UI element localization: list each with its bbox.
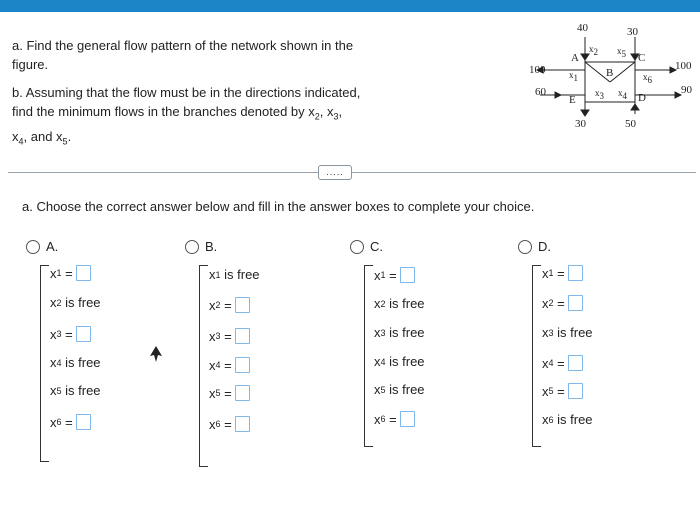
option-b-row-x2 — [209, 297, 250, 313]
variable-subscript: 4 — [548, 358, 554, 368]
option-a-row-x2 — [50, 295, 101, 310]
question-b-sub3: 3 — [333, 111, 339, 122]
option-a-letter: A. — [46, 239, 59, 254]
variable-subscript: 3 — [215, 331, 221, 341]
row-text: = — [61, 326, 73, 342]
row-text: = — [385, 267, 397, 283]
answer-input-box[interactable] — [235, 328, 250, 344]
question-b-end: . — [67, 128, 72, 144]
option-a-radio[interactable] — [26, 240, 40, 254]
flow-bottom-right: 50 — [625, 118, 636, 130]
edge-b-c — [610, 62, 635, 82]
option-c-row-x3 — [374, 325, 425, 340]
option-b-radio[interactable] — [185, 240, 199, 254]
option-c-radio[interactable] — [350, 240, 364, 254]
question-b-sep2: , — [338, 104, 343, 119]
variable-label: x — [209, 416, 216, 432]
variable-label: x — [209, 267, 216, 282]
arrow-bottom-right — [631, 104, 639, 110]
branch-x4: $x_4$ — [618, 88, 627, 101]
variable-label: x — [50, 326, 57, 342]
row-text: is free — [61, 295, 101, 310]
row-text: = — [220, 357, 232, 373]
variable-subscript: 6 — [380, 414, 386, 424]
option-a-row-x6 — [50, 414, 91, 430]
row-text: = — [553, 383, 565, 399]
variable-label: x — [50, 265, 57, 281]
expand-more-button[interactable]: ..... — [318, 165, 352, 180]
row-text: is free — [385, 296, 425, 311]
flow-top-left: 40 — [577, 22, 588, 34]
row-text: = — [220, 328, 232, 344]
flow-left-bottom: 60 — [535, 86, 546, 98]
row-text: = — [220, 416, 232, 432]
option-b-letter: B. — [205, 239, 218, 254]
variable-label: x — [542, 325, 549, 340]
variable-subscript: 3 — [380, 327, 386, 338]
row-text: is free — [385, 354, 425, 369]
option-d-row-x1 — [542, 265, 583, 281]
row-text: = — [385, 411, 397, 427]
option-b-bracket — [199, 265, 208, 467]
option-c-row-x1 — [374, 267, 415, 283]
question-a-text: a. Find the general flow pattern of the network shown in the figure. — [12, 38, 354, 72]
option-b-row-x3 — [209, 328, 250, 344]
variable-subscript: 4 — [215, 360, 221, 370]
option-a-row-x5 — [50, 383, 101, 398]
node-a: A — [571, 52, 579, 64]
mouse-cursor-icon — [150, 346, 162, 362]
branch-x1: $x_1$ — [569, 70, 578, 83]
row-text: is free — [553, 325, 593, 340]
section-divider — [8, 172, 696, 173]
option-d-row-x4 — [542, 355, 583, 371]
variable-label: x — [209, 328, 216, 344]
branch-x5: $x_5$ — [617, 46, 626, 59]
row-text: is free — [553, 412, 593, 427]
variable-subscript: 3 — [56, 329, 62, 339]
variable-label: x — [50, 295, 57, 310]
answer-input-box[interactable] — [235, 357, 250, 373]
variable-subscript: 2 — [56, 297, 62, 308]
answer-input-box[interactable] — [400, 411, 415, 427]
row-text: is free — [385, 325, 425, 340]
answer-input-box[interactable] — [568, 265, 583, 281]
branch-x2: $x_2$ — [589, 44, 598, 57]
option-a-bracket — [40, 265, 49, 462]
option-b-row-x5 — [209, 385, 250, 401]
question-b-sub2: 2 — [314, 111, 320, 122]
answer-input-box[interactable] — [235, 385, 250, 401]
answer-input-box[interactable] — [76, 265, 91, 281]
option-a-row-x3 — [50, 326, 91, 342]
option-a-row-x1 — [50, 265, 91, 281]
variable-subscript: 3 — [548, 327, 554, 338]
variable-label: x — [374, 411, 381, 427]
question-part-a — [12, 36, 362, 74]
option-d-radio[interactable] — [518, 240, 532, 254]
row-text: = — [553, 355, 565, 371]
branch-x3: $x_3$ — [595, 88, 604, 101]
variable-label: x — [374, 325, 381, 340]
question-b-sub4: 4 — [18, 136, 24, 147]
flow-bottom-left: 30 — [575, 118, 586, 130]
row-text: = — [553, 265, 565, 281]
variable-label: x — [374, 296, 381, 311]
row-text: is free — [220, 267, 260, 282]
option-d-row-x3 — [542, 325, 593, 340]
row-text: = — [553, 295, 565, 311]
node-d: D — [638, 92, 646, 104]
variable-label: x — [50, 414, 57, 430]
question-b-text: b. Assuming that the flow must be in the directions indicated, find the minimum flows in the branches denoted by x — [12, 85, 361, 119]
node-b: B — [606, 67, 614, 79]
variable-label: x — [209, 385, 216, 401]
answer-input-box[interactable] — [568, 355, 583, 371]
variable-subscript: 5 — [380, 384, 386, 395]
variable-label: x — [374, 354, 381, 369]
node-c: C — [638, 52, 646, 64]
variable-subscript: 1 — [56, 268, 62, 278]
variable-label: x — [209, 357, 216, 373]
variable-label: x — [374, 382, 381, 397]
option-c-row-x4 — [374, 354, 425, 369]
variable-label: x — [50, 383, 57, 398]
instruction-text: a. Choose the correct answer below and fill in the answer boxes to complete your choice. — [22, 199, 535, 214]
network-figure — [525, 22, 695, 132]
option-c-row-x5 — [374, 382, 425, 397]
variable-subscript: 4 — [56, 357, 62, 368]
row-text: = — [61, 265, 73, 281]
row-text: is free — [61, 383, 101, 398]
row-text: is free — [385, 382, 425, 397]
top-accent-bar — [0, 0, 700, 12]
option-b-row-x4 — [209, 357, 250, 373]
option-b-row-x1 — [209, 267, 260, 282]
arrow-left-bottom — [555, 92, 561, 98]
variable-subscript: 1 — [215, 269, 221, 280]
option-d-row-x5 — [542, 383, 583, 399]
variable-subscript: 6 — [215, 419, 221, 429]
answer-input-box[interactable] — [235, 416, 250, 432]
question-b-sep3: , and x — [23, 128, 63, 144]
answer-input-box[interactable] — [76, 326, 91, 342]
option-a-row-x4 — [50, 355, 101, 370]
arrow-top-left — [581, 54, 589, 60]
variable-label: x — [50, 355, 57, 370]
option-d-row-x2 — [542, 295, 583, 311]
variable-label: x — [209, 297, 216, 313]
variable-subscript: 4 — [380, 356, 386, 367]
node-e: E — [569, 94, 576, 106]
option-c-bracket — [364, 265, 373, 447]
flow-top-right: 30 — [627, 26, 638, 38]
answer-input-box[interactable] — [568, 295, 583, 311]
question-b-sep1: , x — [319, 104, 334, 119]
arrow-bottom-left — [581, 110, 589, 116]
question-part-b — [12, 83, 362, 151]
variable-label: x — [542, 412, 549, 427]
variable-subscript: 5 — [548, 386, 554, 396]
row-text: = — [220, 297, 232, 313]
option-c-letter: C. — [370, 239, 383, 254]
option-b-row-x6 — [209, 416, 250, 432]
option-d-letter: D. — [538, 239, 551, 254]
variable-label: x — [374, 267, 381, 283]
variable-subscript: 6 — [56, 417, 62, 427]
answer-input-box[interactable] — [76, 414, 91, 430]
row-text: is free — [61, 355, 101, 370]
variable-subscript: 5 — [56, 385, 62, 396]
variable-subscript: 2 — [548, 298, 554, 308]
answer-input-box[interactable] — [568, 383, 583, 399]
answer-input-box[interactable] — [400, 267, 415, 283]
question-b-sub5: 5 — [62, 136, 68, 147]
variable-label: x — [542, 265, 549, 281]
answer-input-box[interactable] — [235, 297, 250, 313]
option-d-row-x6 — [542, 412, 593, 427]
variable-subscript: 5 — [215, 388, 221, 398]
variable-subscript: 2 — [380, 298, 386, 309]
flow-right-top: 100 — [675, 60, 692, 72]
option-c-row-x2 — [374, 296, 425, 311]
variable-subscript: 1 — [548, 268, 554, 278]
question-b-x4: x — [12, 128, 19, 144]
variable-label: x — [542, 355, 549, 371]
variable-subscript: 1 — [380, 270, 386, 280]
branch-x6: $x_6$ — [643, 72, 652, 85]
row-text: = — [61, 414, 73, 430]
flow-left-top: 100 — [529, 64, 546, 76]
variable-label: x — [542, 295, 549, 311]
option-c-row-x6 — [374, 411, 415, 427]
row-text: = — [220, 385, 232, 401]
flow-right-bottom: 90 — [681, 84, 692, 96]
variable-subscript: 2 — [215, 300, 221, 310]
variable-label: x — [542, 383, 549, 399]
option-d-bracket — [532, 265, 541, 447]
variable-subscript: 6 — [548, 414, 554, 425]
